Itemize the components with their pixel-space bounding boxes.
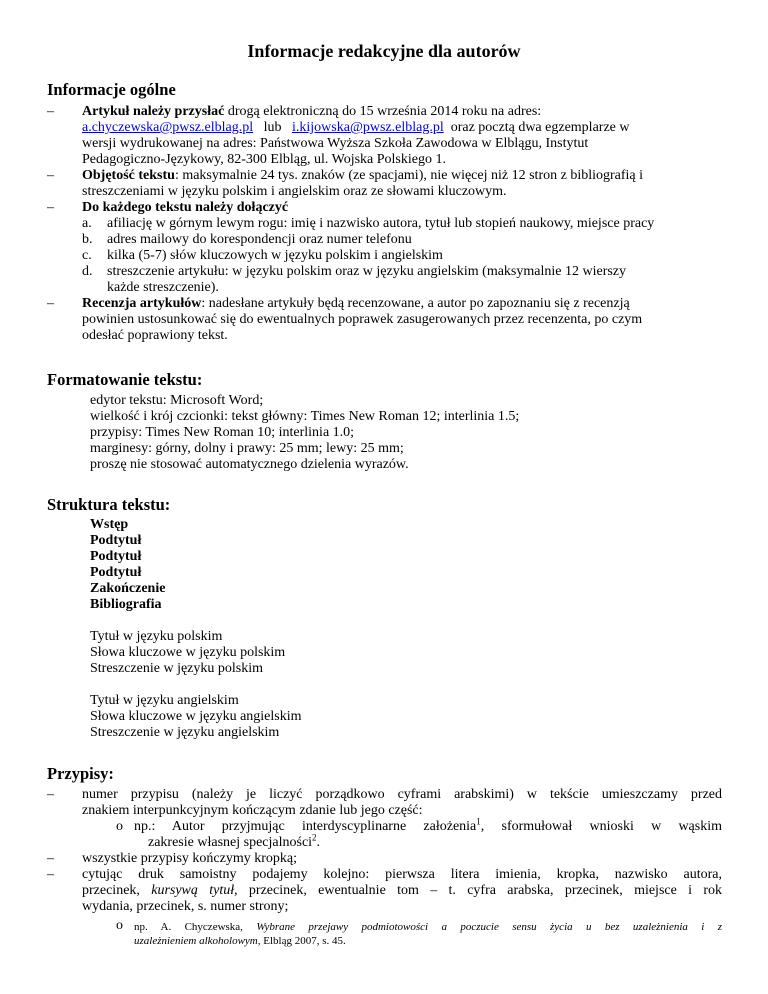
paragraph-period: wszystkie przypisy kończymy kropką; — [82, 851, 298, 866]
bullet: – — [47, 104, 54, 119]
list-item: d. — [82, 264, 93, 279]
section-heading-formatting: Formatowanie tekstu: — [47, 370, 203, 389]
paragraph-citation: cytując druk samoistny podajemy kolejno: pierwsza litera imienia, kropka, nazwisko autora, przecinek, kursywą tytuł, przecinek, ewentualnie tom – t. cyfra arabska, przecinek, miejsce i rok wydania, przecinek, s. numer strony; — [82, 867, 723, 914]
email-link-kijowska[interactable]: i.kijowska@pwsz.elblag.pl — [292, 120, 444, 135]
list-item: b. — [82, 232, 93, 247]
structure-polish: Tytuł w języku polskim Słowa kluczowe w języku polskim Streszczenie w języku polskim — [90, 629, 286, 676]
bullet: – — [47, 851, 54, 866]
list-item: a. — [82, 216, 92, 231]
bullet: – — [47, 787, 54, 802]
paragraph-length: Objętość tekstu: maksymalnie 24 tys. znaków (ze spacjami), nie więcej niż 12 stron z bibliografią i streszczeniami w języku polskim i angielskim oraz ze słowami kluczowym. — [82, 168, 644, 199]
bullet: – — [47, 168, 54, 183]
paragraph-attachments: Do każdego tekstu należy dołączyć — [82, 200, 289, 215]
structure-english: Tytuł w języku angielskim Słowa kluczowe w języku angielskim Streszczenie w języku angielskim — [90, 693, 302, 740]
list-item: c. — [82, 248, 92, 263]
paragraph-footnote-number: numer przypisu (należy je liczyć porządkowo cyframi arabskimi) w tekście umieszczamy przed znakiem interpunkcyjnym kończącym zdanie lub jego część: — [82, 787, 722, 818]
citation-example: np. A. Chyczewska, Wybrane przejawy podmiotowości a poczucie sensu życia u bez uzależnienia i z uzależnieniem alkoholowym, Elbląg 2007, s. 45. — [134, 921, 722, 947]
section-heading-general: Informacje ogólne — [47, 80, 176, 99]
bullet: – — [47, 200, 54, 215]
bullet: – — [47, 867, 54, 882]
sub-bullet: o — [116, 918, 123, 933]
sub-bullet: o — [116, 819, 123, 834]
page-title: Informacje redakcyjne dla autorów — [247, 41, 521, 61]
email-link-chyczewska[interactable]: a.chyczewska@pwsz.elblag.pl — [82, 120, 254, 135]
formatting-list: edytor tekstu: Microsoft Word; wielkość i krój czcionki: tekst główny: Times New Roman 12; interlinia 1.5; przypisy: Times New Roman 10; interlinia 1.0; marginesy: górny, dolny i prawy: 25 mm; lewy: 25 mm; proszę nie stosować automatycznego dzielenia wyrazów. — [90, 393, 520, 472]
paragraph-review: Recenzja artykułów: nadesłane artykuły będą recenzowane, a autor po zapoznaniu się z recenzją powinien ustosunkować się do ewentualnych poprawek zasugerowanych przez recenzenta, po czym odesłać poprawiony tekst. — [82, 296, 643, 343]
section-heading-structure: Struktura tekstu: — [47, 495, 171, 514]
section-heading-footnotes: Przypisy: — [47, 764, 114, 783]
bullet: – — [47, 296, 54, 311]
footnote-example: np.: Autor przyjmując interdyscyplinarne założenia$^1$, sformułował wnioski w wąskim zakresie własnej specjalności$^2$. — [134, 816, 722, 850]
structure-outline: Wstęp Podtytuł Podtytuł Podtytuł Zakończenie Bibliografia — [90, 517, 166, 612]
paragraph-submission: Artykuł należy przysłać drogą elektroniczną do 15 września 2014 roku na adres: a.chyczewska@pwsz.elblag.pl lub i.kijowska@pwsz.elblag.pl oraz pocztą dwa egzemplarze w wersji wydrukowanej na adres: Państwowa Wyższa Szkoła Zawodowa w Elblągu, Instytut Pedagogiczno-Językowy, 82-300 Elbląg, ul. Wojska Polskiego 1. — [82, 104, 630, 167]
